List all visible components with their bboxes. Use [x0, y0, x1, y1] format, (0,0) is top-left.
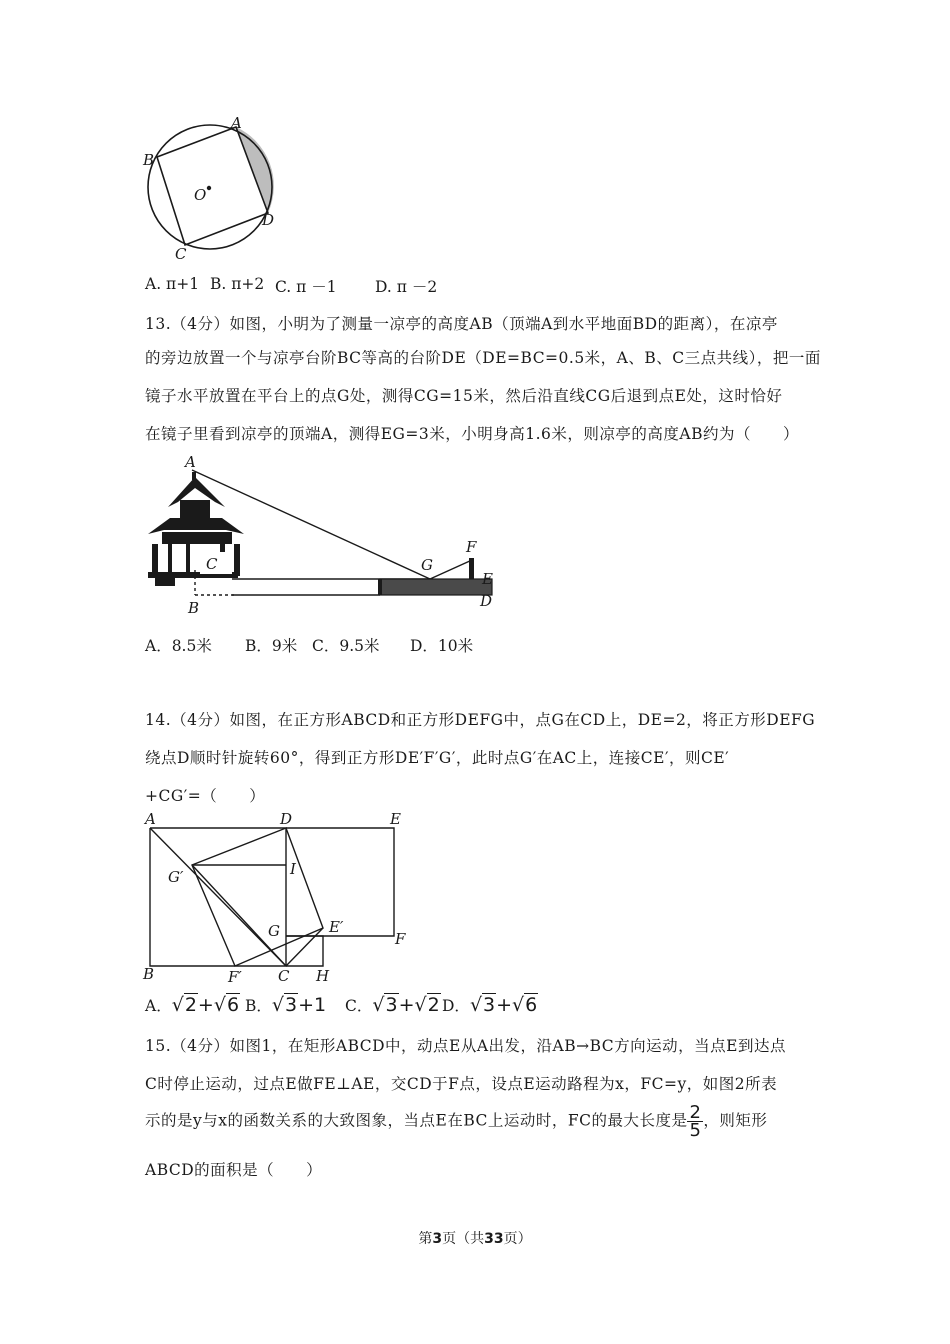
person-ef: [469, 558, 474, 579]
label-d: D: [280, 810, 293, 828]
q13-pavilion-figure: [140, 452, 510, 617]
q15-line3-end: ，则矩形: [703, 1111, 768, 1130]
label-h: H: [316, 967, 330, 985]
q14-text-line3: +CG′=（ ）: [145, 787, 266, 805]
q15-line3-start: 示的是y与x的函数关系的大致图象，当点E在BC上运动时，FC的最大长度是: [145, 1111, 688, 1130]
q15-text-line4: ABCD的面积是（ ）: [145, 1161, 323, 1179]
q13-option-b: B．9米: [245, 637, 298, 655]
q14-option-d: D．√3+√6: [442, 994, 538, 1016]
q12-option-c: C. π －1: [275, 278, 337, 296]
label-d: D: [262, 211, 275, 229]
label-f: F: [466, 538, 477, 556]
q12-circle-square-figure: [135, 112, 295, 262]
label-o: O: [194, 186, 207, 204]
label-g: G: [421, 556, 433, 574]
label-b: B: [188, 599, 200, 617]
q12-option-a: A. π+1: [145, 275, 200, 293]
q13-text-line1: 13.（4分）如图，小明为了测量一凉亭的高度AB（顶端A到水平地面BD的距离），在凉亭: [145, 315, 778, 333]
label-e: E: [390, 810, 401, 828]
label-a: A: [185, 453, 196, 471]
q13-option-d: D．10米: [410, 637, 474, 655]
q14-text-line2: 绕点D顺时针旋转60°，得到正方形DE′F′G′，此时点G′在AC上，连接CE′，则CE′: [145, 749, 730, 767]
q12-option-d: D. π －2: [375, 278, 438, 296]
line-g-f: [430, 560, 472, 579]
label-g: G: [268, 922, 280, 940]
label-i: I: [290, 860, 296, 878]
label-a: A: [231, 114, 242, 132]
q13-text-line2: 的旁边放置一个与凉亭台阶BC等高的台阶DE（DE=BC=0.5米，A、B、C三点共线），把一面: [145, 349, 821, 367]
q13-text-line3: 镜子水平放置在平台上的点G处，测得CG=15米，然后沿直线CG后退到点E处，这时恰好: [145, 387, 783, 405]
q13-option-a: A．8.5米: [145, 637, 212, 655]
shaded-segment: [236, 127, 274, 213]
q14-option-b: B．√3+1: [245, 994, 327, 1016]
square-de'f'g': [192, 828, 323, 966]
label-c: C: [175, 245, 187, 262]
q12-option-b: B. π+2: [210, 275, 265, 293]
q14-text-line1: 14.（4分）如图，在正方形ABCD和正方形DEFG中，点G在CD上，DE=2，将正方形DEFG: [145, 711, 816, 729]
label-c: C: [206, 555, 218, 573]
diag-ac: [150, 828, 286, 966]
label-c: C: [278, 967, 290, 985]
q14-option-a: A．√2+√6: [145, 994, 240, 1016]
label-e-prime: E′: [329, 918, 344, 936]
label-b: B: [143, 151, 155, 169]
q15-text-line2: C时停止运动，过点E做FE⊥AE，交CD于F点，设点E运动路程为x，FC=y，如图2所表: [145, 1075, 778, 1093]
q13-option-c: C．9.5米: [312, 637, 380, 655]
label-f: F: [395, 930, 406, 948]
q14-squares-figure: [140, 808, 415, 988]
q15-text-line1: 15.（4分）如图1，在矩形ABCD中，动点E从A出发，沿AB→BC方向运动，当点E到达点: [145, 1037, 786, 1055]
page-footer: 第3页（共33页）: [418, 1231, 532, 1247]
q15-text-line3: [145, 1104, 767, 1139]
step-de: [380, 579, 492, 595]
center-point: [207, 186, 211, 190]
label-g-prime: G′: [168, 868, 184, 886]
label-b: B: [143, 965, 155, 983]
label-e: E: [482, 570, 493, 588]
q13-text-line4: 在镜子里看到凉亭的顶端A，测得EG=3米，小明身高1.6米，则凉亭的高度AB约为（ ）: [145, 425, 799, 443]
label-a: A: [145, 810, 156, 828]
label-f-prime: F′: [228, 968, 242, 986]
label-d: D: [480, 592, 493, 610]
q14-option-c: C．√3+√2: [345, 994, 440, 1016]
fraction-two-fifths: $\frac{2}{5}$: [689, 1102, 702, 1141]
